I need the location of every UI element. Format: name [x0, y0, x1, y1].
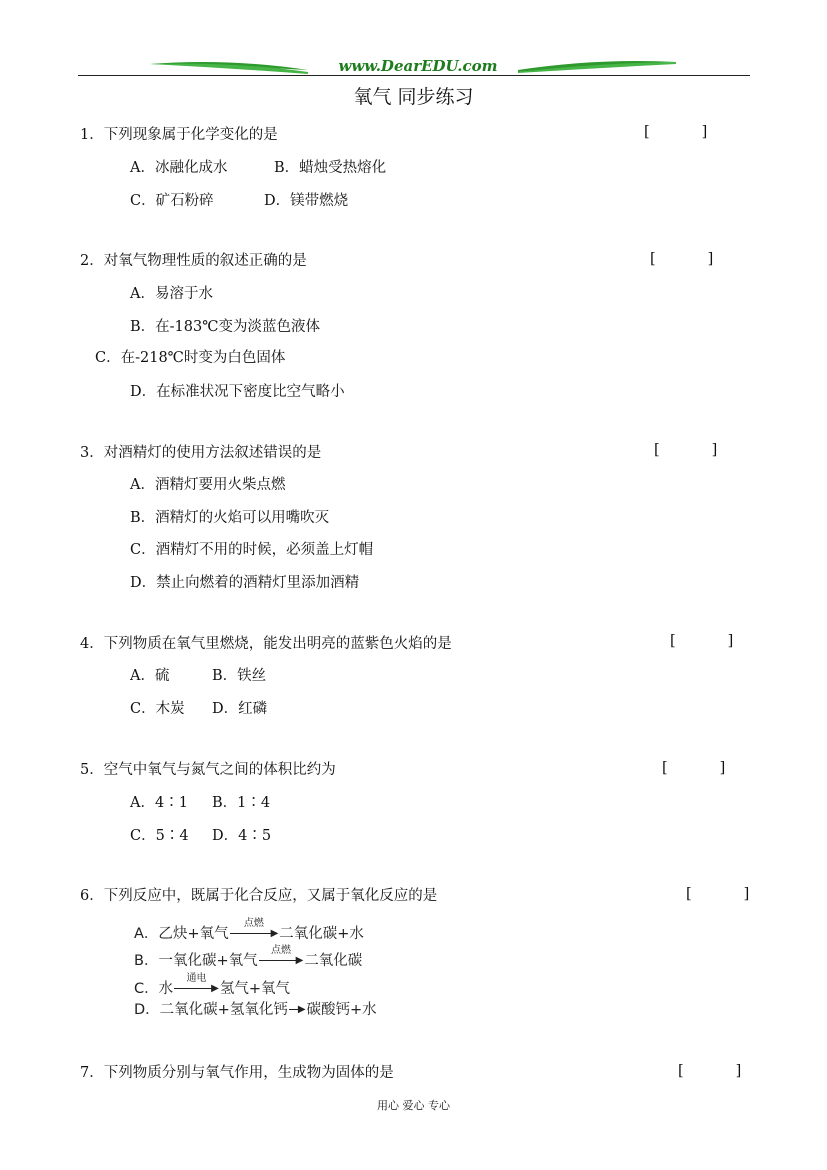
- question-1-answer-bracket[interactable]: [ ]: [644, 124, 708, 140]
- question-5-option-a: A．4∶1: [130, 795, 188, 811]
- question-1-text: 1．下列现象属于化学变化的是: [80, 127, 278, 143]
- question-3-answer-bracket[interactable]: [ ]: [654, 442, 718, 458]
- question-6-answer-bracket[interactable]: [ ]: [686, 886, 750, 902]
- question-6-reaction-c: C．水 通电 ▶氢气+氧气: [134, 973, 290, 997]
- header-banner: [148, 54, 678, 82]
- question-6-text: 6．下列反应中，既属于化合反应，又属于氧化反应的是: [80, 888, 438, 904]
- question-7-text: 7．下列物质分别与氧气作用，生成物为固体的是: [80, 1065, 394, 1081]
- question-2-text: 2．对氧气物理性质的叙述正确的是: [80, 253, 307, 269]
- question-2-option-a: A．易溶于水: [130, 286, 213, 302]
- question-3-option-c: C．酒精灯不用的时候，必须盖上灯帽: [130, 542, 374, 558]
- reaction-arrow-icon: 点燃 ▶: [259, 953, 304, 969]
- question-6-reaction-d: D．二氧化碳+氢氧化钙 ▶碳酸钙+水: [134, 1002, 377, 1018]
- question-5-option-c: C．5∶4: [130, 828, 189, 844]
- question-4-option-a: A．硫: [130, 668, 170, 684]
- question-4-option-b: B．铁丝: [212, 668, 267, 684]
- question-3-option-d: D．禁止向燃着的酒精灯里添加酒精: [130, 575, 360, 591]
- question-1-option-c: C．矿石粉碎: [130, 193, 214, 209]
- question-3-option-b: B．酒精灯的火焰可以用嘴吹灭: [130, 510, 330, 526]
- question-2-option-c: C．在-218℃时变为白色固体: [95, 350, 286, 366]
- question-5-answer-bracket[interactable]: [ ]: [662, 760, 726, 776]
- question-1-option-b: B．蜡烛受热熔化: [274, 160, 387, 176]
- page-title: 氧气 同步练习: [353, 86, 474, 108]
- question-1-option-d: D．镁带燃烧: [264, 193, 349, 209]
- question-5-option-b: B．1∶4: [212, 795, 271, 811]
- header-divider: [78, 75, 750, 76]
- question-5-option-d: D．4∶5: [212, 828, 272, 844]
- question-4-option-c: C．木炭: [130, 701, 185, 717]
- question-2-option-b: B．在-183℃变为淡蓝色液体: [130, 319, 320, 335]
- question-6-reaction-a: A．乙炔+氧气 点燃 ▶二氧化碳+水: [134, 918, 364, 942]
- question-5-text: 5．空气中氧气与氮气之间的体积比约为: [80, 762, 336, 778]
- question-6-reaction-b: B．一氧化碳+氧气 点燃 ▶二氧化碳: [134, 945, 363, 969]
- reaction-arrow-icon: 点燃 ▶: [230, 926, 279, 942]
- banner-text: www.DearEDU.com: [338, 57, 498, 75]
- question-4-answer-bracket[interactable]: [ ]: [670, 633, 734, 649]
- question-1-option-a: A．冰融化成水: [130, 160, 228, 176]
- question-3-option-a: A．酒精灯要用火柴点燃: [130, 477, 286, 493]
- reaction-arrow-icon: ▶: [289, 1002, 306, 1018]
- question-4-option-d: D．红磷: [212, 701, 268, 717]
- question-2-answer-bracket[interactable]: [ ]: [650, 251, 714, 267]
- page-footer: 用心 爱心 专心: [377, 1099, 450, 1112]
- question-2-option-d: D．在标准状况下密度比空气略小: [130, 384, 345, 400]
- question-4-text: 4．下列物质在氧气里燃烧，能发出明亮的蓝紫色火焰的是: [80, 636, 452, 652]
- question-7-answer-bracket[interactable]: [ ]: [678, 1063, 742, 1079]
- question-3-text: 3．对酒精灯的使用方法叙述错误的是: [80, 445, 322, 461]
- reaction-arrow-icon: 通电 ▶: [174, 981, 219, 997]
